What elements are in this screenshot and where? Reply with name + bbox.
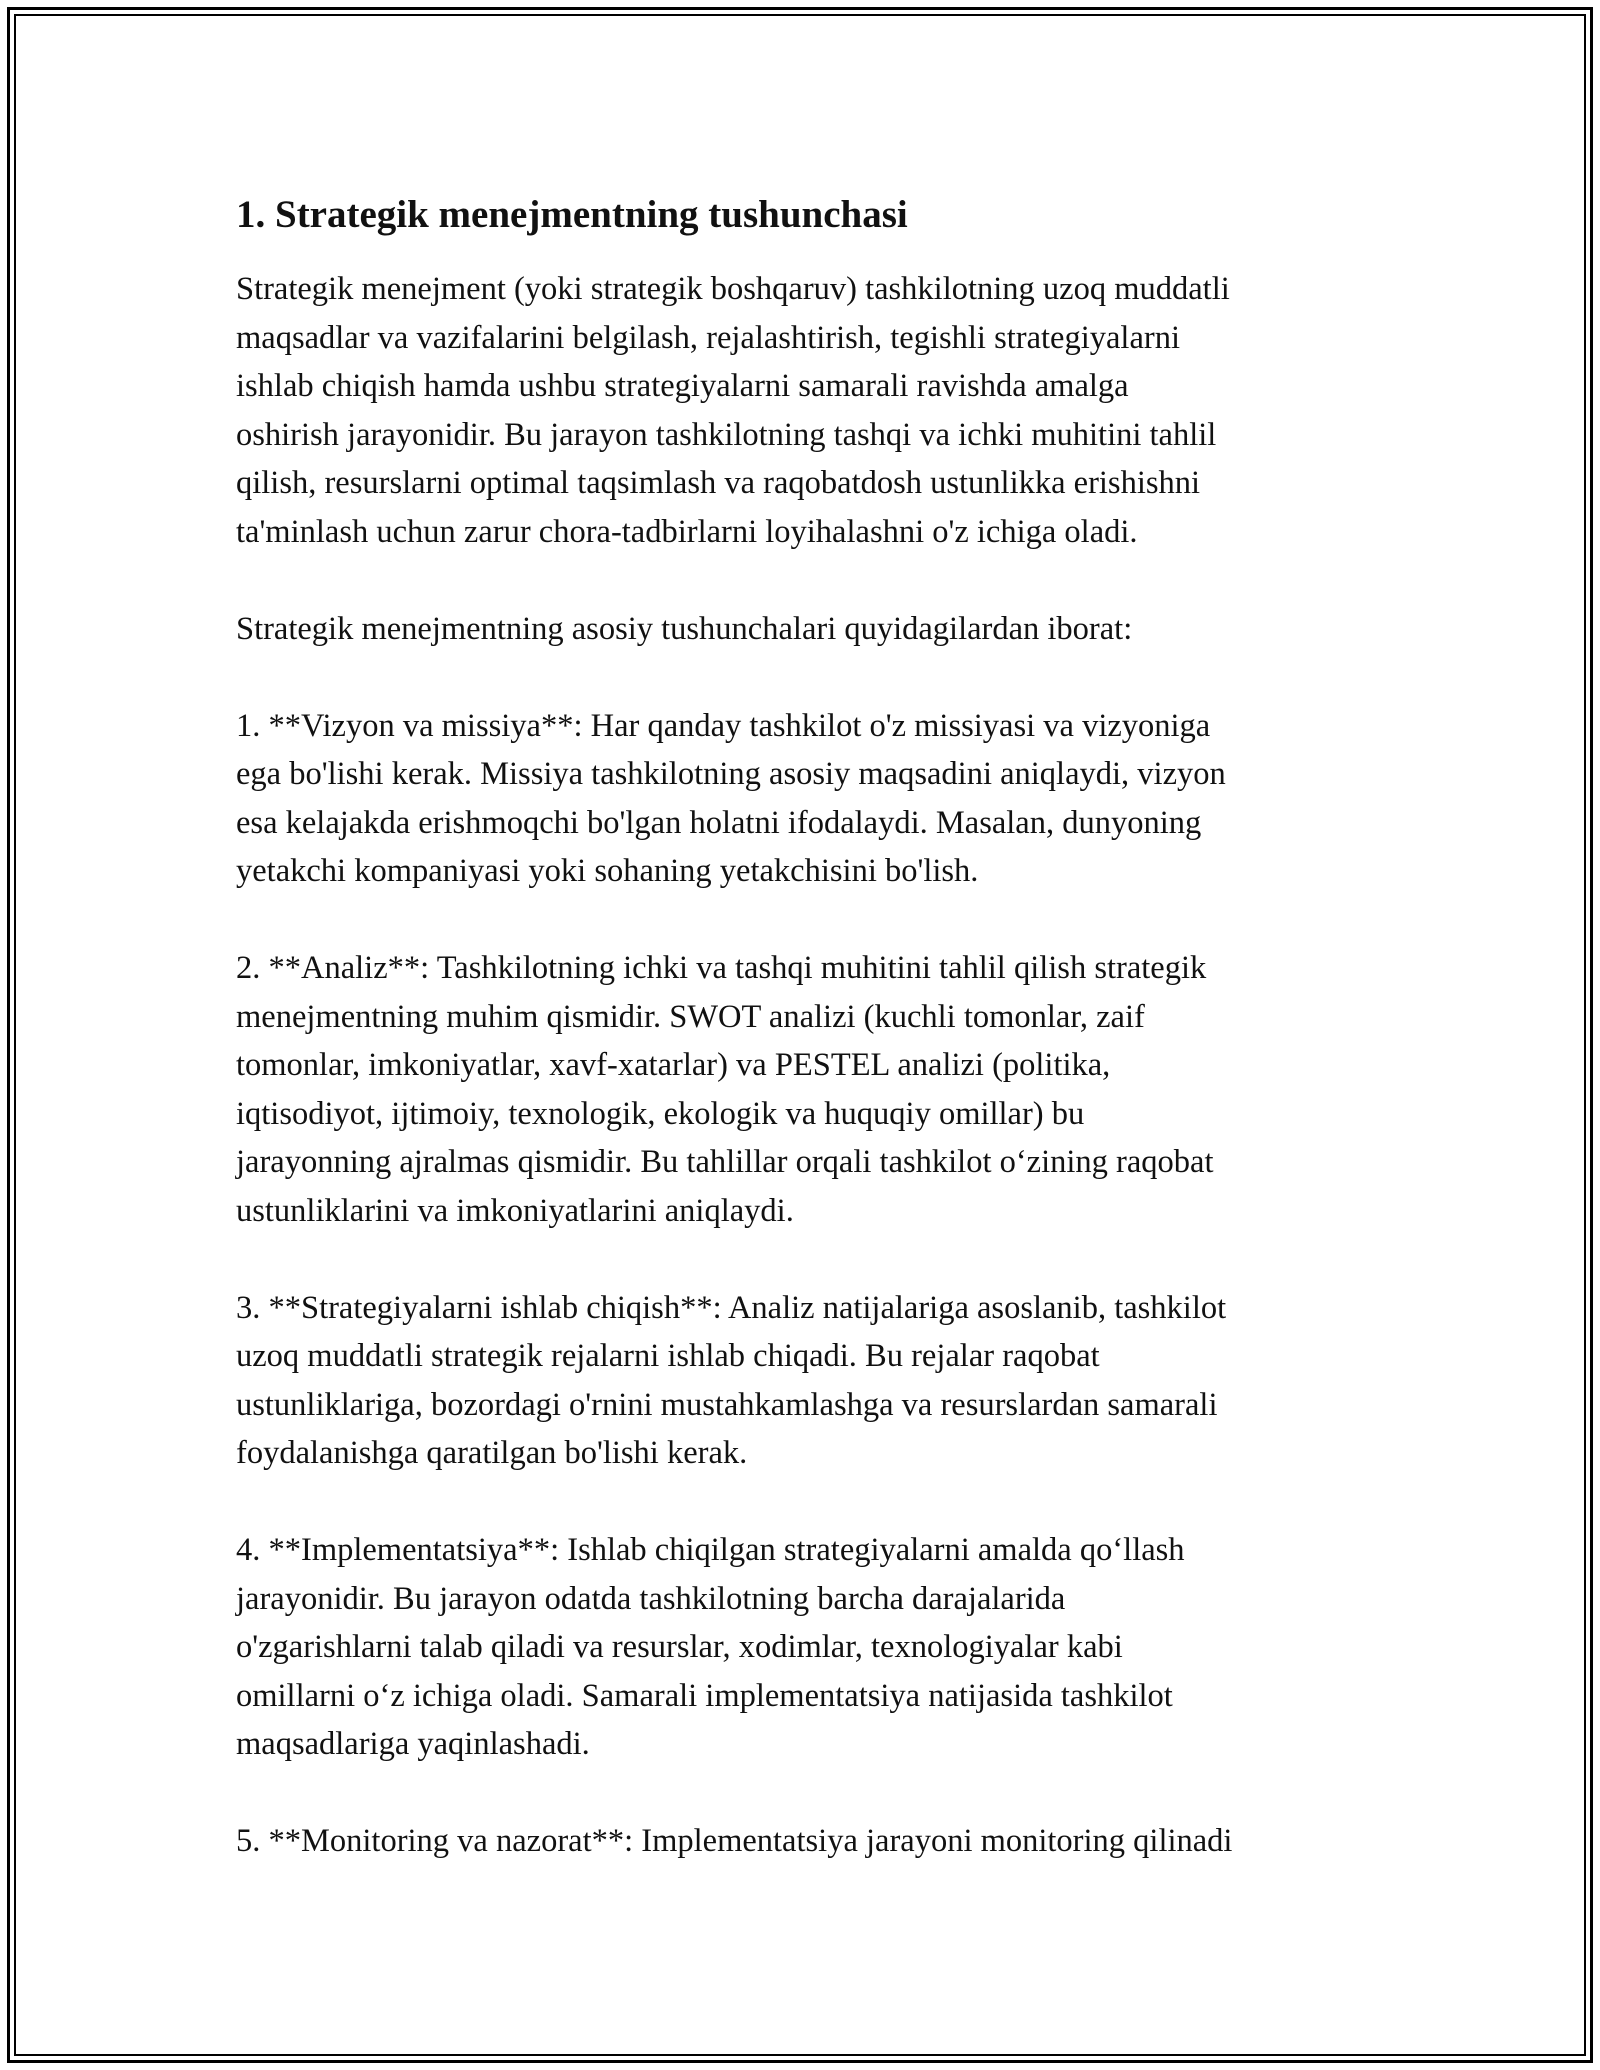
- list-item-implementation: 4. **Implementatsiya**: Ishlab chiqilgan strategiyalarni amalda qo‘llash jarayonidir. Bu jarayon odatda tashkilotning barcha darajalarida o'zgarishlarni talab qiladi va resurslar, xodimlar, texnologiyalar kabi omillarni o‘z ichiga oladi. Samarali implementatsiya natijasida tashkilot maqsadlariga yaqinlashadi.: [236, 1532, 1185, 1762]
- list-item-vision-mission: 1. **Vizyon va missiya**: Har qanday tashkilot o'z missiyasi va vizyoniga ega bo'lishi kerak. Missiya tashkilotning asosiy maqsadini aniqlaydi, vizyon esa kelajakda erishmoqchi bo'lgan holatni ifodalaydi. Masalan, dunyoning yetakchi kompaniyasi yoki sohaning yetakchisini bo'lish.: [236, 707, 1226, 889]
- list-item-monitoring: 5. **Monitoring va nazorat**: Implementatsiya jarayoni monitoring qilinadi: [236, 1823, 1233, 1859]
- list-item-strategy-development: 3. **Strategiyalarni ishlab chiqish**: Analiz natijalariga asoslanib, tashkilot uzoq muddatli strategik rejalarni ishlab chiqadi. Bu rejalar raqobat ustunliklariga, bozordagi o'rnini mustahkamlashga va resurslardan samarali foydalanishga qaratilgan bo'lishi kerak.: [236, 1289, 1227, 1471]
- concepts-intro-paragraph: Strategik menejmentning asosiy tushunchalari quyidagilardan iborat:: [236, 610, 1133, 647]
- intro-paragraph: Strategik menejment (yoki strategik boshqaruv) tashkilotning uzoq muddatli maqsadlar va vazifalarini belgilash, rejalashtirish, tegishli strategiyalarni ishlab chiqish hamda ushbu strategiyalarni samarali ravishda amalga oshirish jarayonidir. Bu jarayon tashkilotning tashqi va ichki muhitini tahlil qilish, resurslarni optimal taqsimlash va raqobatdosh ustunlikka erishishni ta'minlash uchun zarur chora-tadbirlarni loyihalashni o'z ichiga oladi.: [236, 271, 1230, 550]
- document-body: [236, 185, 1366, 1914]
- list-item-analysis: 2. **Analiz**: Tashkilotning ichki va tashqi muhitini tahlil qilish strategik menejmentning muhim qismidir. SWOT analizi (kuchli tomonlar, zaif tomonlar, imkoniyatlar, xavf-xatarlar) va PESTEL analizi (politika, iqtisodiyot, ijtimoiy, texnologik, ekologik va huquqiy omillar) bu jarayonning ajralmas qismidir. Bu tahlillar orqali tashkilot o‘zining raqobat ustunliklarini va imkoniyatlarini aniqlaydi.: [236, 950, 1214, 1229]
- section-heading: 1. Strategik menejmentning tushunchasi: [236, 193, 908, 236]
